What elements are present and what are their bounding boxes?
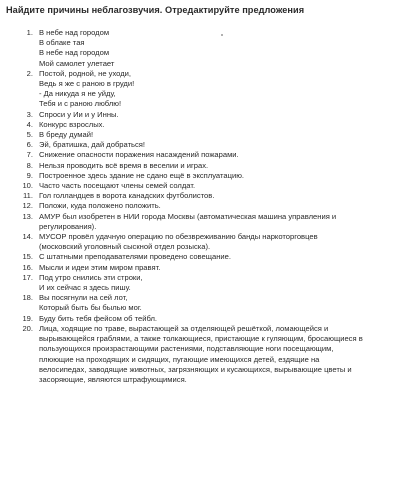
item-line: велосипедах, заводящие животных, загрязняющих и кусающихся, вырывающие цветы и [39,364,352,374]
item-line: регулирования). [39,221,97,231]
item-text [39,293,395,313]
list-item [6,191,395,201]
item-line: Тебя и с раною люблю! [39,99,122,109]
list-item [6,181,395,191]
item-line: Эй, братишка, дай добраться! [39,140,146,150]
list-item [6,324,395,385]
item-number: 4. [26,119,33,129]
item-line: МУСОР провёл удачную операцию по обезвреживанию банды наркоторговцев [39,232,318,242]
item-line: засоряющие, являются штрафующимися. [39,374,187,384]
item-line: Который быть бы былью мог. [39,303,142,313]
item-line: Нельзя проводить всё время в веселии и играх. [39,160,209,170]
item-number: 11. [23,191,33,201]
item-line: Постой, родной, не уходи, [39,68,132,78]
item-line: - Да никуда я не уйду, [39,89,116,99]
list-item [6,110,395,120]
item-line: В небе над городом [39,28,110,37]
item-number: 16. [22,262,33,272]
item-line: Часто часть посещают члены семей солдат. [39,181,196,191]
list-item [6,293,395,313]
item-text [39,191,395,201]
item-line: В облаке тая [39,38,85,48]
item-number: 2. [26,68,33,78]
item-number: 15. [22,252,33,262]
list-item [6,140,395,150]
item-line: Спроси у Ии и у Инны. [39,109,119,119]
item-text [39,171,395,181]
item-text [39,161,395,171]
list-item [6,120,395,130]
item-line: Снижение опасности поражения насаждений пожарами. [39,150,239,160]
item-text [39,150,395,160]
item-line: Мой самолет улетает [39,58,115,68]
item-text [39,28,395,69]
item-text [39,201,395,211]
scan-speck [221,34,223,36]
list-item [6,212,395,232]
item-line: (московский уголовный сыскной отдел розыска). [39,242,211,252]
item-line: Вы посягнули на сей лот, [39,293,128,303]
item-text [39,140,395,150]
item-number: 18. [22,293,33,303]
item-number: 17. [22,272,33,282]
exercise-list [6,28,395,385]
item-line: Буду бить тебя фейсом об тейбл. [39,313,158,323]
item-number: 10. [22,181,33,191]
item-number: 1. [26,28,33,37]
page-title: Найдите причины неблагозвучия. Отредактируйте предложения [6,5,305,15]
list-item [6,28,395,69]
list-item [6,273,395,293]
item-number: 7. [26,150,33,160]
item-text [39,314,395,324]
item-line: И их сейчас я здесь пишу. [39,283,131,293]
item-number: 13. [22,211,33,221]
list-item [6,130,395,140]
item-number: 3. [26,109,33,119]
item-text [39,181,395,191]
item-text [39,232,395,252]
list-item [6,252,395,262]
item-line: Гол голландцев в ворота канадских футболистов. [39,191,215,201]
list-item [6,161,395,171]
list-item [6,69,395,110]
list-item [6,201,395,211]
item-text [39,263,395,273]
item-number: 12. [22,201,33,211]
item-text [39,324,395,385]
item-number: 8. [26,160,33,170]
item-line: Ведь я же с раною в груди! [39,79,135,89]
item-text [39,130,395,140]
item-text [39,252,395,262]
item-line: Лица, ходящие по траве, вырастающей за отделяющей решёткой, ломающейся и [39,323,329,333]
item-line: пользующихся произрастающими растениями, подставляющие ноги посещающим, [39,344,334,354]
item-text [39,273,395,293]
list-item [6,150,395,160]
item-line: Положи, куда положено положить. [39,201,161,211]
item-line: Мысли и идеи этим миром правят. [39,262,161,272]
item-number: 9. [26,170,33,180]
item-number: 14. [22,232,33,242]
item-number: 20. [22,323,33,333]
item-line: вырывающейся граблями, а также толкающиеся, пристающие к гуляющим, бросающиеся в [39,334,363,344]
item-number: 5. [26,130,33,140]
item-text [39,212,395,232]
item-line: плюющие на проходящих и сидящих, пугающие имеющихся детей, ездящие на [39,354,320,364]
item-text [39,120,395,130]
list-item [6,263,395,273]
item-number: 19. [22,313,33,323]
item-line: В небе над городом [39,48,110,58]
item-line: Под утро снились эти строки, [39,272,143,282]
item-line: В бреду думай! [39,130,94,140]
item-line: АМУР был изобретен в НИИ города Москвы (автоматическая машина управления и [39,211,337,221]
item-line: Конкурс взрослых. [39,119,105,129]
list-item [6,314,395,324]
list-item [6,171,395,181]
item-text [39,110,395,120]
list-item [6,232,395,252]
item-text [39,69,395,110]
item-line: С штатными преподавателями проведено совещание. [39,252,231,262]
item-number: 6. [26,140,33,150]
item-line: Построенное здесь здание не сдано ещё в эксплуатацию. [39,170,244,180]
